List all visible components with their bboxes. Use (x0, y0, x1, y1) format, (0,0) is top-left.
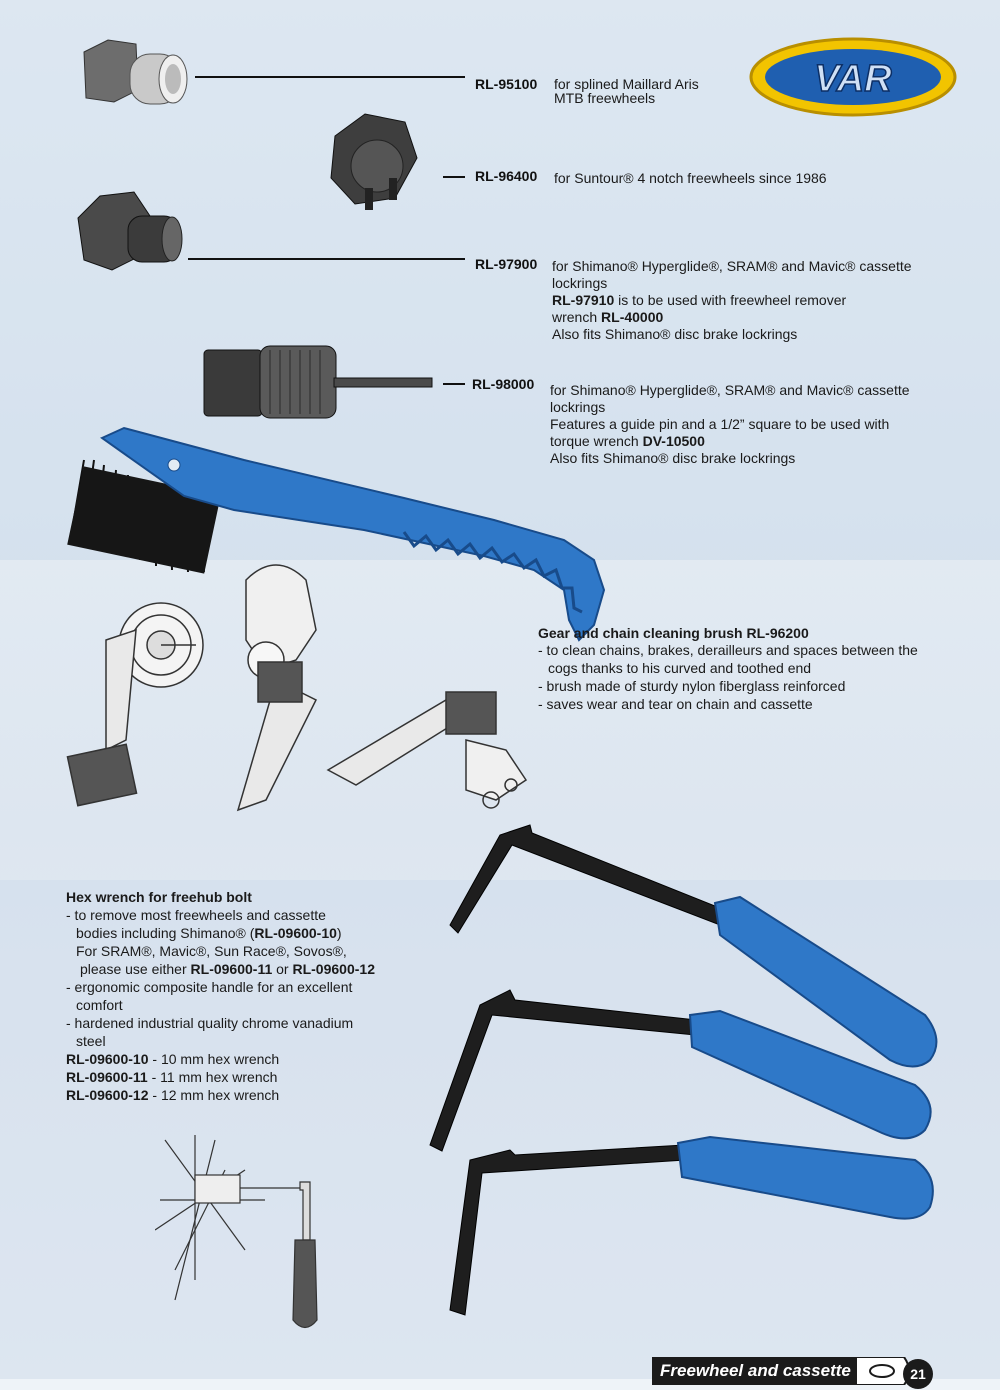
page-number: 21 (903, 1359, 933, 1389)
text-line: - hardened industrial quality chrome vanadium (66, 1015, 354, 1031)
section-title: Gear and chain cleaning brush RL-96200 (538, 625, 809, 641)
product-description: for Shimano® Hyperglide®, SRAM® and Mavic® cassette lockrings Features a guide pin and a 1/2” square to be used with torque wrench DV-10500 Also fits Shimano® disc brake lockrings (550, 382, 910, 466)
bullet-line: cogs thanks to his curved and toothed end (548, 660, 812, 676)
bullet-line: - brush made of sturdy nylon fiberglass reinforced (538, 678, 846, 694)
text-line: comfort (76, 997, 123, 1013)
variant-line: RL-09600-12 - 12 mm hex wrench (66, 1087, 280, 1103)
product-code: RL-97900 (475, 256, 538, 272)
tool-image-rl-97900 (72, 188, 187, 279)
brush-usage-illustration (66, 550, 546, 835)
product-description: for Suntour® 4 notch freewheels since 1986 (554, 170, 827, 186)
section-footer-label: Freewheel and cassette (652, 1357, 861, 1385)
text-line: For SRAM®, Mavic®, Sun Race®, Sovos®, (76, 943, 347, 959)
variant-line: RL-09600-11 - 11 mm hex wrench (66, 1069, 278, 1085)
hex-wrenches-image (420, 815, 950, 1330)
product-code: RL-96400 (475, 168, 538, 184)
logo-text: VAR (814, 58, 892, 100)
tool-image-rl-95100 (78, 38, 196, 123)
bullet-line: - saves wear and tear on chain and cassette (538, 696, 813, 712)
var-logo (748, 36, 958, 118)
text-line: please use either RL-09600-11 or RL-09600-12 (80, 961, 375, 977)
bullet-line: - to clean chains, brakes, derailleurs and spaces between the (538, 642, 918, 658)
product-code: RL-95100 (475, 76, 538, 92)
text-line: - to remove most freewheels and cassette (66, 907, 326, 923)
tool-image-rl-96400 (325, 108, 425, 223)
product-description: for Shimano® Hyperglide®, SRAM® and Mavic® cassette lockrings RL-97910 is to be used with freewheel remover wrench RL-40000 Also fits Shimano® disc brake lockrings (552, 258, 912, 342)
variant-line: RL-09600-10 - 10 mm hex wrench (66, 1051, 280, 1067)
text-line: steel (76, 1033, 106, 1049)
section-title: Hex wrench for freehub bolt (66, 889, 252, 905)
product-description: for splined Maillard Aris MTB freewheels (554, 76, 699, 106)
product-code: RL-98000 (472, 376, 535, 392)
hex-wrench-section (66, 888, 446, 1104)
text-line: bodies including Shimano® (RL-09600-10) (76, 925, 342, 941)
hex-wrench-usage-illustration (155, 1130, 335, 1355)
brush-section (538, 625, 978, 713)
text-line: - ergonomic composite handle for an excellent (66, 979, 353, 995)
